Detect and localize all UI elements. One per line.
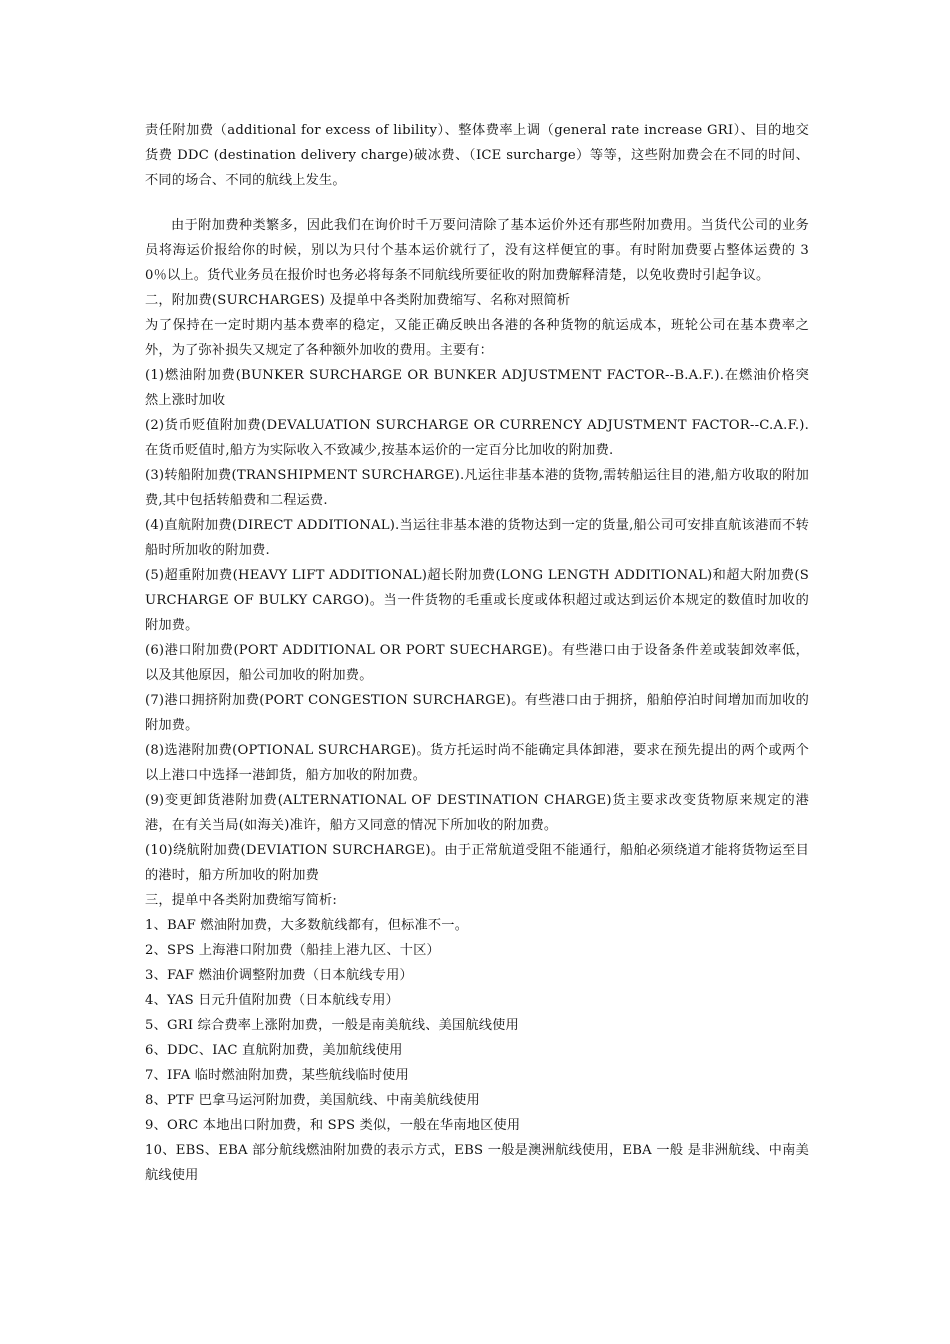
abbreviation-item-9: 9、ORC 本地出口附加费，和 SPS 类似，一般在华南地区使用 [145,1118,521,1133]
surcharge-item-1: (1)燃油附加费(BUNKER SURCHARGE OR BUNKER ADJUSTMENT FACTOR--B.A.F.).在燃油价格突然上涨时加收 [145,368,809,408]
surcharge-item-10: (10)绕航附加费(DEVIATION SURCHARGE)。由于正常航道受阻不能通行，船舶必须绕道才能将货物运至目的港时，船方所加收的附加费 [145,843,809,883]
surcharge-item-7: (7)港口拥挤附加费(PORT CONGESTION SURCHARGE)。有些港口由于拥挤，船舶停泊时间增加而加收的附加费。 [145,693,809,733]
abbreviation-item-5: 5、GRI 综合费率上涨附加费，一般是南美航线、美国航线使用 [145,1018,519,1033]
surcharge-item-9: (9)变更卸货港附加费(ALTERNATIONAL OF DESTINATION CHARGE)货主要求改变货物原来规定的港港，在有关当局(如海关)准许，船方又同意的情况下所加收的附加费。 [145,793,809,833]
section3-heading: 三，提单中各类附加费缩写简析: [145,893,338,908]
warning-paragraph: 由于附加费种类繁多，因此我们在询价时千万要问清除了基本运价外还有那些附加费用。当货代公司的业务员将海运价报给你的时候，别以为只付个基本运价就行了，没有这样便宜的事。有时附加费要占整体运费的 30％以上。货代业务员在报价时也务必将每条不同航线所要征收的附加费解释清楚，以免收费时引起争议。 [145,218,809,283]
section2-heading: 二，附加费(SURCHARGES) 及提单中各类附加费缩写、名称对照简析 [145,293,571,308]
abbreviation-item-1: 1、BAF 燃油附加费，大多数航线都有，但标准不一。 [145,918,469,933]
surcharge-item-6: (6)港口附加费(PORT ADDITIONAL OR PORT SUECHARGE)。有些港口由于设备条件差或装卸效率低，以及其他原因，船公司加收的附加费。 [145,643,809,683]
section2-intro: 为了保持在一定时期内基本费率的稳定，又能正确反映出各港的各种货物的航运成本，班轮公司在基本费率之外，为了弥补损失又规定了各种额外加收的费用。主要有： [145,318,809,358]
surcharge-item-5: (5)超重附加费(HEAVY LIFT ADDITIONAL)超长附加费(LONG LENGTH ADDITIONAL)和超大附加费(SURCHARGE OF BULKY CARGO)。当一件货物的毛重或长度或体积超过或达到运价本规定的数值时加收的附加费。 [145,568,809,633]
abbreviation-item-3: 3、FAF 燃油价调整附加费（日本航线专用） [145,968,413,983]
surcharge-item-4: (4)直航附加费(DIRECT ADDITIONAL).当运往非基本港的货物达到一定的货量,船公司可安排直航该港而不转船时所加收的附加费. [145,518,809,558]
document-page [145,118,809,1188]
surcharge-item-8: (8)选港附加费(OPTIONAL SURCHARGE)。货方托运时尚不能确定具体卸港，要求在预先提出的两个或两个以上港口中选择一港卸货，船方加收的附加费。 [145,743,809,783]
surcharge-item-2: (2)货币贬值附加费(DEVALUATION SURCHARGE OR CURRENCY ADJUSTMENT FACTOR--C.A.F.).在货币贬值时,船方为实际收入不致减少,按基本运价的一定百分比加收的附加费. [145,418,809,458]
abbreviation-item-2: 2、SPS 上海港口附加费（船挂上港九区、十区） [145,943,440,958]
abbreviation-item-6: 6、DDC、IAC 直航附加费，美加航线使用 [145,1043,403,1058]
intro-paragraph: 责任附加费（additional for excess of libility）、整体费率上调（general rate increase GRI）、目的地交货费 DDC (destination delivery charge)破冰费、（ICE surcharge）等等，这些附加费会在不同的时间、不同的场合、不同的航线上发生。 [145,123,809,188]
surcharge-item-3: (3)转船附加费(TRANSHIPMENT SURCHARGE).凡运往非基本港的货物,需转船运往目的港,船方收取的附加费,其中包括转船费和二程运费. [145,468,809,508]
abbreviation-item-8: 8、PTF 巴拿马运河附加费，美国航线、中南美航线使用 [145,1093,480,1108]
paragraph-gap [145,193,809,213]
abbreviation-item-10: 10、EBS、EBA 部分航线燃油附加费的表示方式，EBS 一般是澳洲航线使用，EBA 一般 是非洲航线、中南美航线使用 [145,1143,809,1183]
abbreviation-item-4: 4、YAS 日元升值附加费（日本航线专用） [145,993,400,1008]
abbreviation-item-7: 7、IFA 临时燃油附加费，某些航线临时使用 [145,1068,409,1083]
